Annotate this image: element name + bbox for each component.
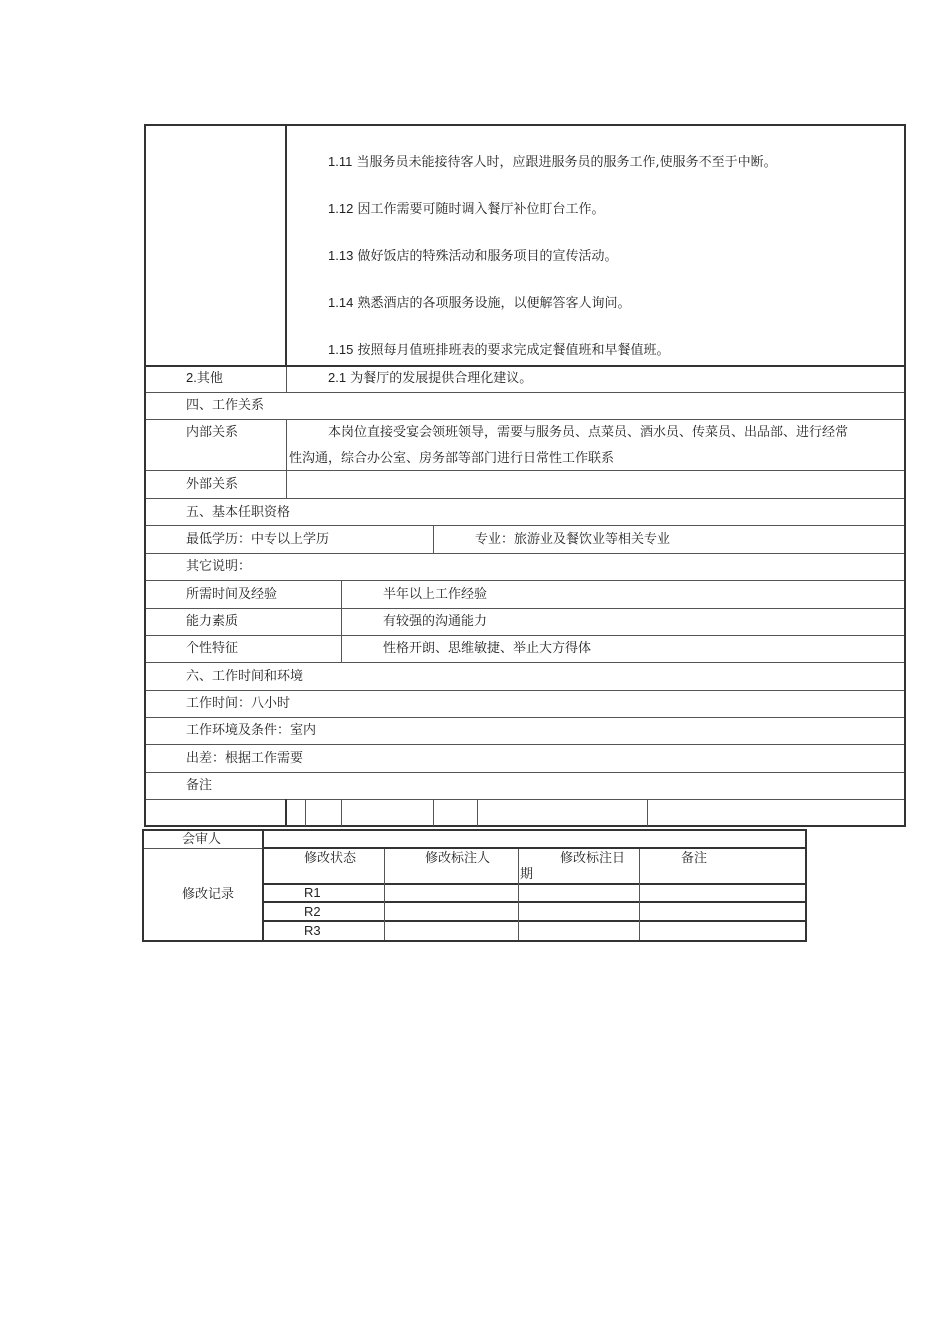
other-item bbox=[328, 369, 532, 388]
other-item-text: 为餐厅的发展提供合理化建议。 bbox=[350, 371, 533, 386]
col-divider bbox=[433, 799, 434, 826]
revision-record-label: 修改记录 bbox=[182, 887, 235, 902]
row-line bbox=[146, 744, 904, 745]
row-line bbox=[146, 392, 904, 393]
personality-value: 性格开朗、思维敏捷、举止大方得体 bbox=[383, 641, 592, 656]
revision-row-r3: R3 bbox=[304, 923, 321, 938]
row-line bbox=[146, 690, 904, 691]
col-divider bbox=[341, 580, 342, 662]
row-line bbox=[146, 365, 904, 367]
business-travel: 出差：根据工作需要 bbox=[186, 751, 304, 766]
work-hours: 工作时间：八小时 bbox=[186, 696, 291, 711]
section-heading-relations: 四、工作关系 bbox=[186, 398, 265, 413]
reviewer-label: 会审人 bbox=[182, 832, 222, 847]
internal-relations-label: 内部关系 bbox=[186, 425, 239, 440]
internal-relations-line2: 性沟通，综合办公室、房务部等部门进行日常性工作联系 bbox=[289, 451, 615, 466]
row-line bbox=[146, 608, 904, 609]
external-relations-label: 外部关系 bbox=[186, 477, 239, 492]
duty-item bbox=[328, 341, 669, 360]
section-heading-work-env: 六、工作时间和环境 bbox=[186, 669, 304, 684]
duty-number: 1.12 bbox=[328, 201, 354, 216]
other-label-text: 其他 bbox=[196, 371, 223, 386]
header-editor: 修改标注人 bbox=[425, 851, 491, 866]
personality-label: 个性特征 bbox=[186, 641, 239, 656]
duty-number: 1.11 bbox=[328, 154, 353, 169]
duty-item bbox=[328, 247, 617, 266]
ability-label: 能力素质 bbox=[186, 614, 239, 629]
ability-value: 有较强的沟通能力 bbox=[383, 614, 488, 629]
duty-number: 1.14 bbox=[328, 295, 354, 310]
row-line bbox=[262, 883, 805, 885]
duty-text: 按照每月值班排班表的要求完成定餐值班和早餐值班。 bbox=[357, 343, 670, 358]
col-divider bbox=[477, 799, 478, 826]
row-line bbox=[146, 470, 904, 471]
other-notes: 其它说明： bbox=[186, 559, 252, 574]
duty-text: 熟悉酒店的各项服务设施，以便解答客人询问。 bbox=[357, 296, 631, 311]
duty-number: 1.13 bbox=[328, 248, 354, 263]
col-divider bbox=[384, 849, 385, 940]
col-divider bbox=[433, 525, 434, 553]
row-line bbox=[146, 662, 904, 663]
duty-item bbox=[328, 294, 630, 313]
other-label bbox=[186, 369, 223, 388]
row-line bbox=[262, 901, 805, 903]
section-heading-qualifications: 五、基本任职资格 bbox=[186, 505, 291, 520]
col-divider bbox=[647, 799, 648, 826]
row-line bbox=[262, 920, 805, 922]
header-remarks: 备注 bbox=[681, 851, 708, 866]
row-line bbox=[146, 580, 904, 581]
duty-text: 做好饭店的特殊活动和服务项目的宣传活动。 bbox=[357, 249, 618, 264]
other-label-number: 2. bbox=[186, 370, 197, 385]
duty-number: 1.15 bbox=[328, 342, 354, 357]
remarks-label: 备注 bbox=[186, 778, 213, 793]
revision-table bbox=[142, 829, 807, 942]
col-divider bbox=[285, 126, 287, 366]
row-line bbox=[262, 847, 805, 849]
major-requirement: 专业：旅游业及餐饮业等相关专业 bbox=[475, 532, 671, 547]
duty-text: 因工作需要可随时调入餐厅补位盯台工作。 bbox=[357, 202, 605, 217]
row-line bbox=[146, 772, 904, 773]
row-line bbox=[146, 799, 904, 800]
col-divider bbox=[639, 849, 640, 940]
duty-item bbox=[328, 153, 777, 172]
education-requirement: 最低学历：中专以上学历 bbox=[186, 532, 330, 547]
revision-row-r1: R1 bbox=[304, 885, 321, 900]
duty-text: 当服务员未能接待客人时，应跟进服务员的服务工作,使服务不至于中断。 bbox=[356, 155, 777, 170]
header-status: 修改状态 bbox=[304, 851, 357, 866]
header-date-wrap: 期 bbox=[520, 867, 534, 882]
row-line bbox=[146, 525, 904, 526]
col-divider bbox=[518, 849, 519, 940]
col-divider bbox=[286, 366, 287, 392]
revision-row-r2: R2 bbox=[304, 904, 321, 919]
other-item-number: 2.1 bbox=[328, 370, 347, 385]
experience-value: 半年以上工作经验 bbox=[383, 587, 488, 602]
col-divider bbox=[285, 799, 287, 826]
col-divider bbox=[341, 799, 342, 826]
row-line bbox=[146, 498, 904, 499]
col-divider bbox=[286, 420, 287, 498]
work-environment: 工作环境及条件：室内 bbox=[186, 723, 317, 738]
row-line bbox=[146, 419, 904, 420]
internal-relations-line1: 本岗位直接受宴会领班领导，需要与服务员、点菜员、酒水员、传菜员、出品部、进行经常 bbox=[328, 425, 849, 440]
duty-item bbox=[328, 200, 604, 219]
experience-label: 所需时间及经验 bbox=[186, 587, 278, 602]
row-line bbox=[146, 553, 904, 554]
row-line bbox=[146, 717, 904, 718]
header-date: 修改标注日 bbox=[560, 851, 626, 866]
col-divider bbox=[305, 799, 306, 826]
row-line bbox=[146, 635, 904, 636]
